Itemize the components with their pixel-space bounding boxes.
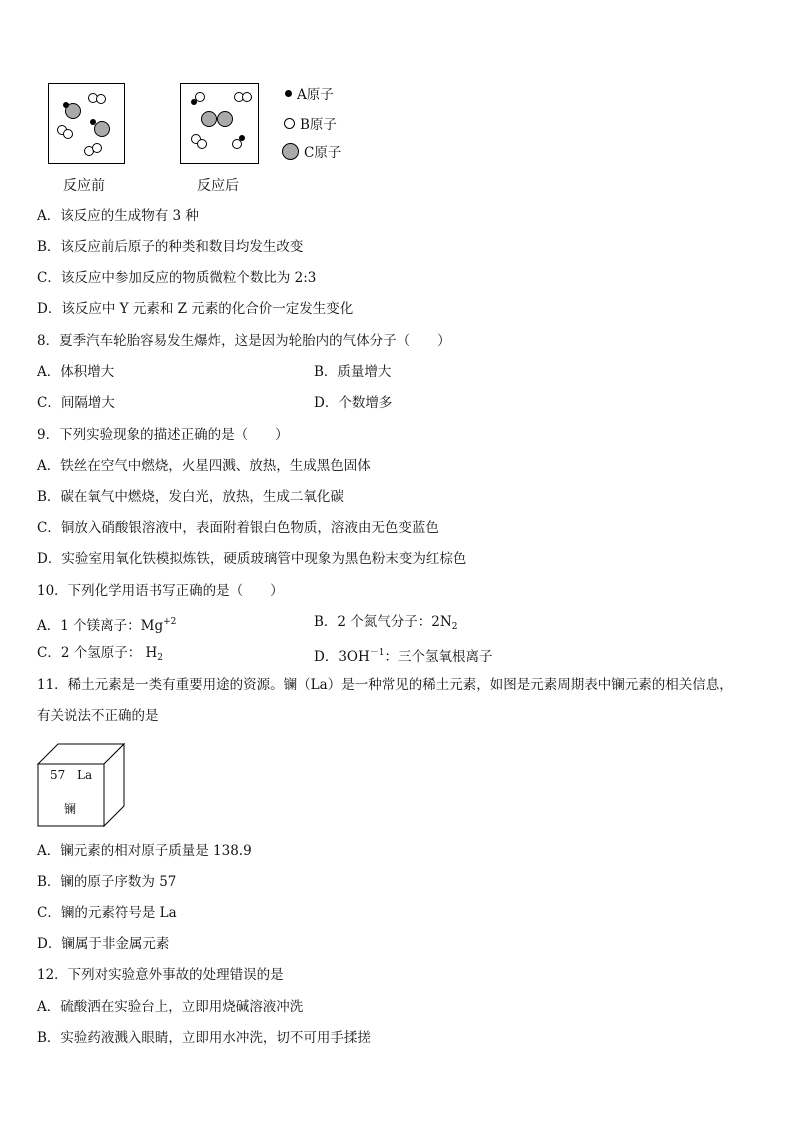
q12-option-a: A．硫酸洒在实验台上，立即用烧碱溶液冲洗 [37,999,304,1015]
legend-b-label: B原子 [300,117,337,133]
q12-stem: 12．下列对实验意外事故的处理错误的是 [37,967,284,983]
q9-option-d: D．实验室用氧化铁模拟炼铁，硬质玻璃管中现象为黑色粉末变为红棕色 [37,551,467,567]
q10-option-d [314,644,493,666]
q7-option-c: C．该反应中参加反应的物质微粒个数比为 2:3 [37,270,317,286]
element-symbol: La [77,768,93,782]
q10-option-d-charge: －1 [369,648,385,658]
q10-option-a-charge: +2 [163,617,177,627]
q9-option-a: A．铁丝在空气中燃烧，火星四溅、放热，生成黑色固体 [37,458,371,474]
caption-before: 反应前 [63,178,105,194]
q8-stem: 8．夏季汽车轮胎容易发生爆炸，这是因为轮胎内的气体分子（ ） [37,333,451,349]
element-cube [36,742,128,828]
q10-option-b-text: B．2 个氮气分子：2N [314,614,452,630]
element-name: 镧 [64,802,77,816]
q11-option-b: B．镧的原子序数为 57 [37,874,177,890]
atom-a-icon [90,119,96,125]
q11-stem-line2: 有关说法不正确的是 [37,708,159,724]
legend-a-label: A原子 [297,87,334,103]
caption-after: 反应后 [197,178,239,194]
atom-c-icon [202,112,217,127]
atom-c-icon [95,122,110,137]
large-gray-dot-icon [282,143,299,160]
atom-b-icon [93,144,102,153]
legend-b-atom [284,113,337,133]
solid-black-dot-icon [285,90,292,97]
atom-b-icon [64,130,73,139]
atom-b-icon [243,93,252,102]
q10-stem: 10．下列化学用语书写正确的是（ ） [37,583,284,599]
q10-option-a-text: A．1 个镁离子：Mg [37,618,164,634]
q8-option-d: D．个数增多 [314,395,393,411]
q7-option-d: D．该反应中 Y 元素和 Z 元素的化合价一定发生变化 [37,301,354,317]
legend-c-label: C原子 [304,145,342,161]
atom-a-icon [63,102,69,108]
q10-option-d-pre: D．3OH [314,649,370,665]
q7-option-a: A．该反应的生成物有 3 种 [37,208,199,224]
q11-option-a: A．镧元素的相对原子质量是 138.9 [37,843,252,859]
q10-option-d-post: ：三个氢氧根离子 [384,649,493,665]
q9-option-b: B．碳在氧气中燃烧，发白光，放热，生成二氧化碳 [37,489,344,505]
q8-option-a: A．体积增大 [37,364,115,380]
q10-option-c [37,644,163,667]
reaction-before-box [48,83,128,165]
hollow-white-dot-icon [284,118,295,129]
q7-option-b: B．该反应前后原子的种类和数目均发生改变 [37,239,304,255]
element-atomic-number: 57 [50,768,66,782]
atom-c-icon [218,112,233,127]
q10-option-b [314,613,457,636]
element-card [36,742,128,828]
q11-option-c: C．镧的元素符号是 La [37,905,177,921]
q8-option-c: C．间隔增大 [37,395,115,411]
q8-option-b: B．质量增大 [314,364,392,380]
legend-c-atom [282,141,341,161]
atom-b-icon [233,140,242,149]
q10-option-c-subscript: 2 [157,653,164,663]
q10-option-c-text: C．2 个氢原子： H [37,645,158,661]
atom-b-icon [97,95,106,104]
q11-stem-line1: 11．稀土元素是一类有重要用途的资源。镧（La）是一种常见的稀土元素，如图是元素周期表中镧元素的相关信息， [37,677,733,693]
atom-b-icon [198,140,207,149]
q10-option-a [37,613,176,635]
q10-option-b-subscript: 2 [451,622,458,632]
reaction-diagram [0,0,794,200]
legend-a-atom [285,83,334,103]
q9-option-c: C．铜放入硝酸银溶液中，表面附着银白色物质，溶液由无色变蓝色 [37,520,439,536]
reaction-after-box [180,83,262,165]
atom-b-icon [196,93,205,102]
q12-option-b: B．实验药液溅入眼睛，立即用水冲洗，切不可用手揉搓 [37,1030,371,1046]
q9-stem: 9．下列实验现象的描述正确的是（ ） [37,427,289,443]
q11-option-d: D．镧属于非金属元素 [37,936,170,952]
